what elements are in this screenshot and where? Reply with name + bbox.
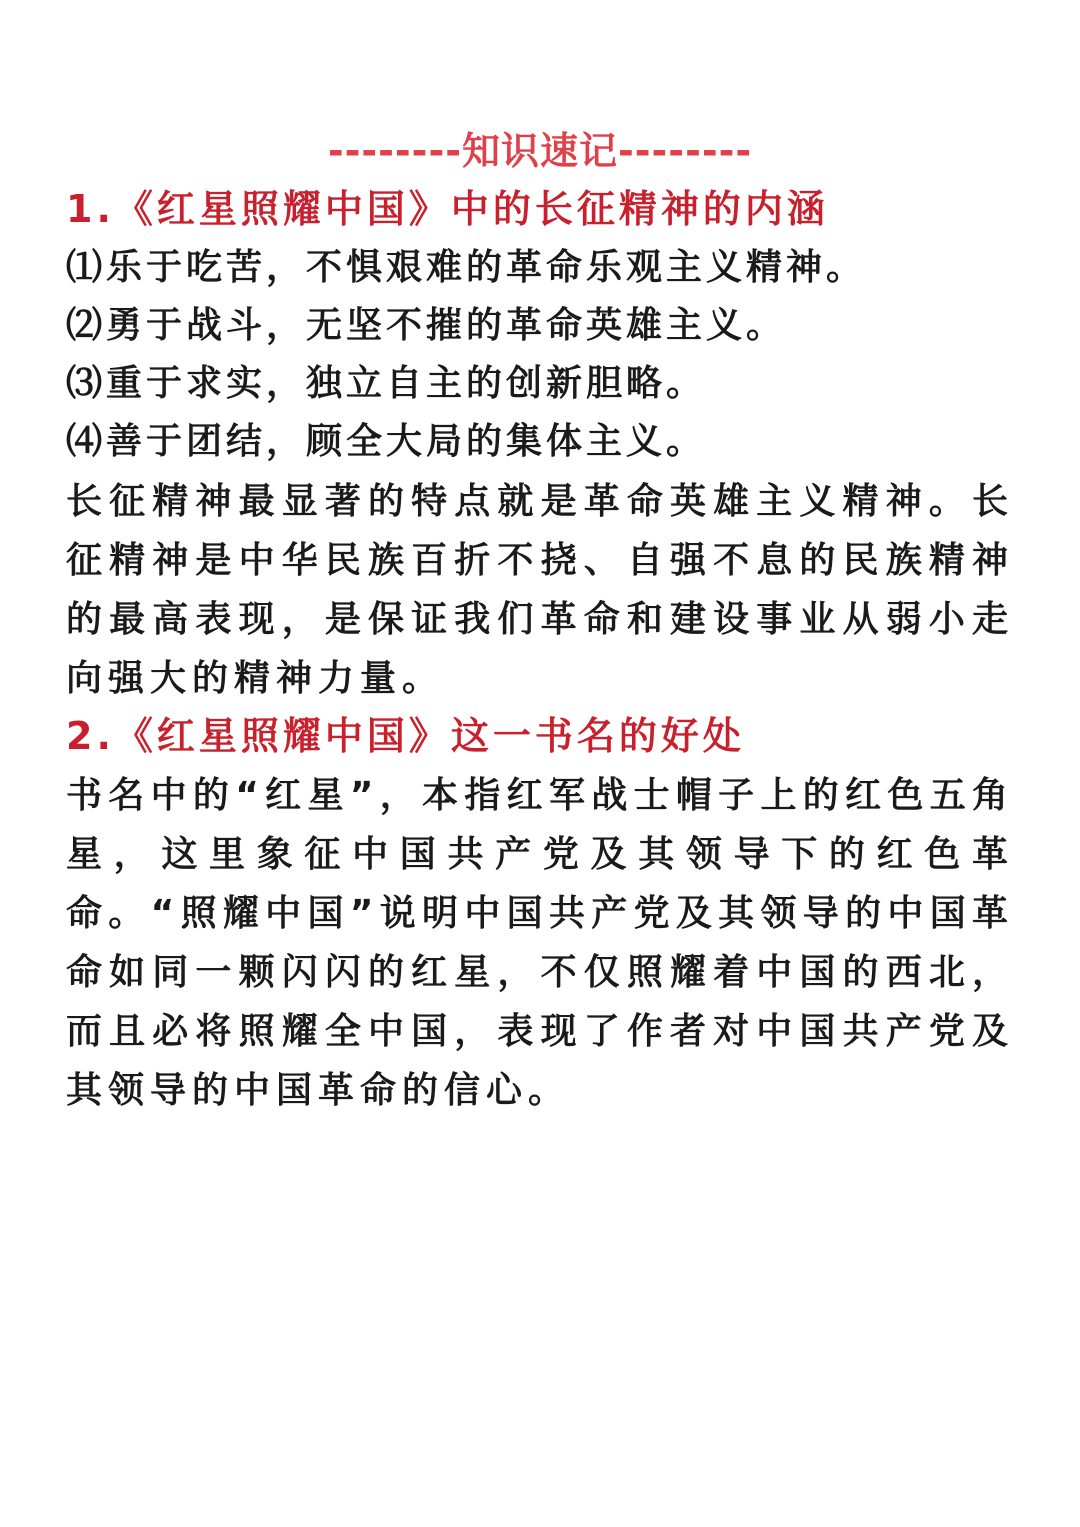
list-item: ⑵勇于战斗，无坚不摧的革命英雄主义。 [66,305,787,346]
section2-heading: 2.《红星照耀中国》这一书名的好处 [66,714,745,758]
section2-paragraph: 书名中的“红星”，本指红军战士帽子上的红色五角星，这里象征中国共产党及其领导下的红色革命。“照耀中国”说明中国共产党及其领导的中国革命如同一颗闪闪的红星，不仅照耀着中国的西北，而且必将照耀全中国，表现了作者对中国共产党及其领导的中国革命的信心。 [66,775,1014,1111]
section-banner: --------知识速记-------- [327,129,753,173]
list-item: ⑷善于团结，顾全大局的集体主义。 [66,421,707,462]
section1-paragraph: 长征精神最显著的特点就是革命英雄主义精神。长征精神是中华民族百折不挠、自强不息的民族精神的最高表现，是保证我们革命和建设事业从弱小走向强大的精神力量。 [66,481,1014,699]
list-item: ⑴乐于吃苦，不惧艰难的革命乐观主义精神。 [66,247,867,288]
list-item: ⑶重于求实，独立自主的创新胆略。 [66,363,707,404]
section1-heading: 1.《红星照耀中国》中的长征精神的内涵 [66,187,829,231]
